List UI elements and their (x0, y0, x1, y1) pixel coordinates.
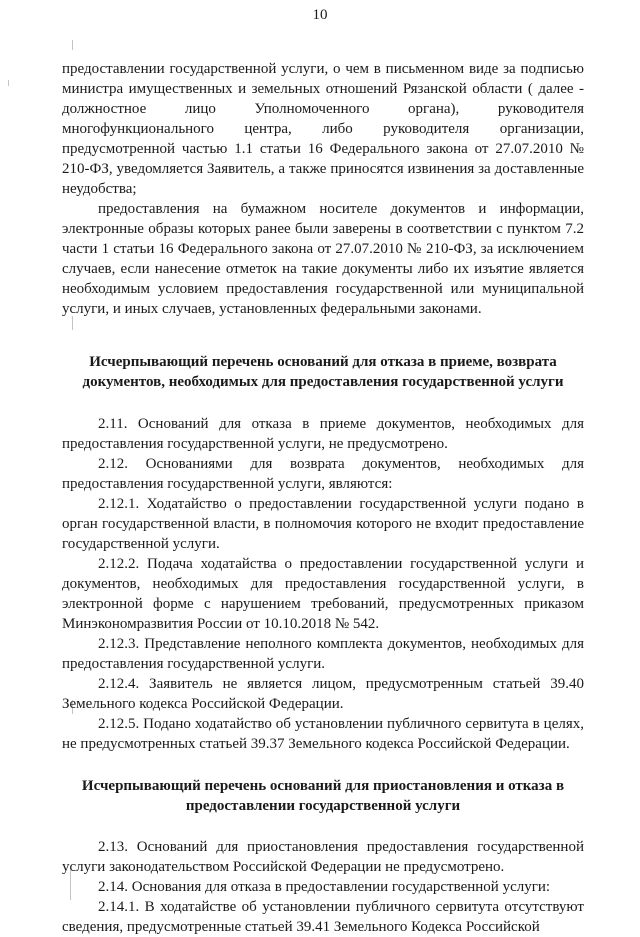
paragraph: 2.12.4. Заявитель не является лицом, предусмотренным статьей 39.40 Земельного кодекса Российской Федерации. (62, 676, 584, 712)
section-heading: Исчерпывающий перечень оснований для приостановления и отказа в предоставлении государственной услуги (81, 778, 565, 814)
paragraph: предоставления на бумажном носителе документов и информации, электронные образы которых ранее были заверены в соответствии с пунктом 7.2 части 1 статьи 16 Федерального закона от 27.07.2010 № 210-ФЗ, за исключением случаев, если нанесение отметок на такие документы либо их изъятие является необходимым условием предоставления государственной или муниципальной услуги, и иных случаев, установленных федеральными законами. (62, 201, 584, 317)
paragraph: 2.11. Оснований для отказа в приеме документов, необходимых для предоставления государственной услуги, не предусмотрено. (62, 416, 584, 452)
paragraph: 2.12.2. Подача ходатайства о предоставлении государственной услуги и документов, необходимых для предоставления государственной услуги, в электронной форме с нарушением требований, предусмотренных приказом Минэкономразвития России от 10.10.2018 № 542. (62, 556, 584, 632)
page-number: 10 (312, 7, 328, 23)
scan-artifact (8, 80, 9, 86)
paragraph: 2.12.1. Ходатайство о предоставлении государственной услуги подано в орган государственной власти, в полномочия которого не входит предоставление государственной услуги. (62, 496, 584, 552)
paragraph: 2.12.5. Подано ходатайство об установлении публичного сервитута в целях, не предусмотренных статьей 39.37 Земельного кодекса Российской Федерации. (62, 716, 584, 752)
document-body (62, 59, 584, 937)
paragraph: 2.14.1. В ходатайстве об установлении публичного сервитута отсутствуют сведения, предусмотренные статьей 39.41 Земельного Кодекса Российской (62, 899, 584, 935)
scan-artifact (72, 700, 73, 714)
scan-artifact (72, 40, 73, 50)
scan-artifact (70, 870, 71, 900)
paragraph: предоставлении государственной услуги, о чем в письменном виде за подписью министра имущественных и земельных отношений Рязанской области ( далее - должностное лицо Уполномоченного органа), руководителя многофункционального центра, либо руководителя организации, предусмотренной частью 1.1 статьи 16 Федерального закона от 27.07.2010 № 210-ФЗ, уведомляется Заявитель, а также приносятся извинения за доставленные неудобства; (62, 61, 584, 197)
paragraph: 2.14. Основания для отказа в предоставлении государственной услуги: (98, 879, 551, 895)
paragraph: 2.13. Оснований для приостановления предоставления государственной услуги законодательством Российской Федерации не предусмотрено. (62, 839, 584, 875)
paragraph: 2.12. Основаниями для возврата документов, необходимых для предоставления государственной услуги, являются: (62, 456, 584, 492)
paragraph: 2.12.3. Представление неполного комплекта документов, необходимых для предоставления государственной услуги. (62, 636, 584, 672)
section-heading: Исчерпывающий перечень оснований для отказа в приеме, возврата документов, необходимых для предоставления государственной услуги (82, 354, 564, 390)
scan-artifact (72, 316, 73, 330)
